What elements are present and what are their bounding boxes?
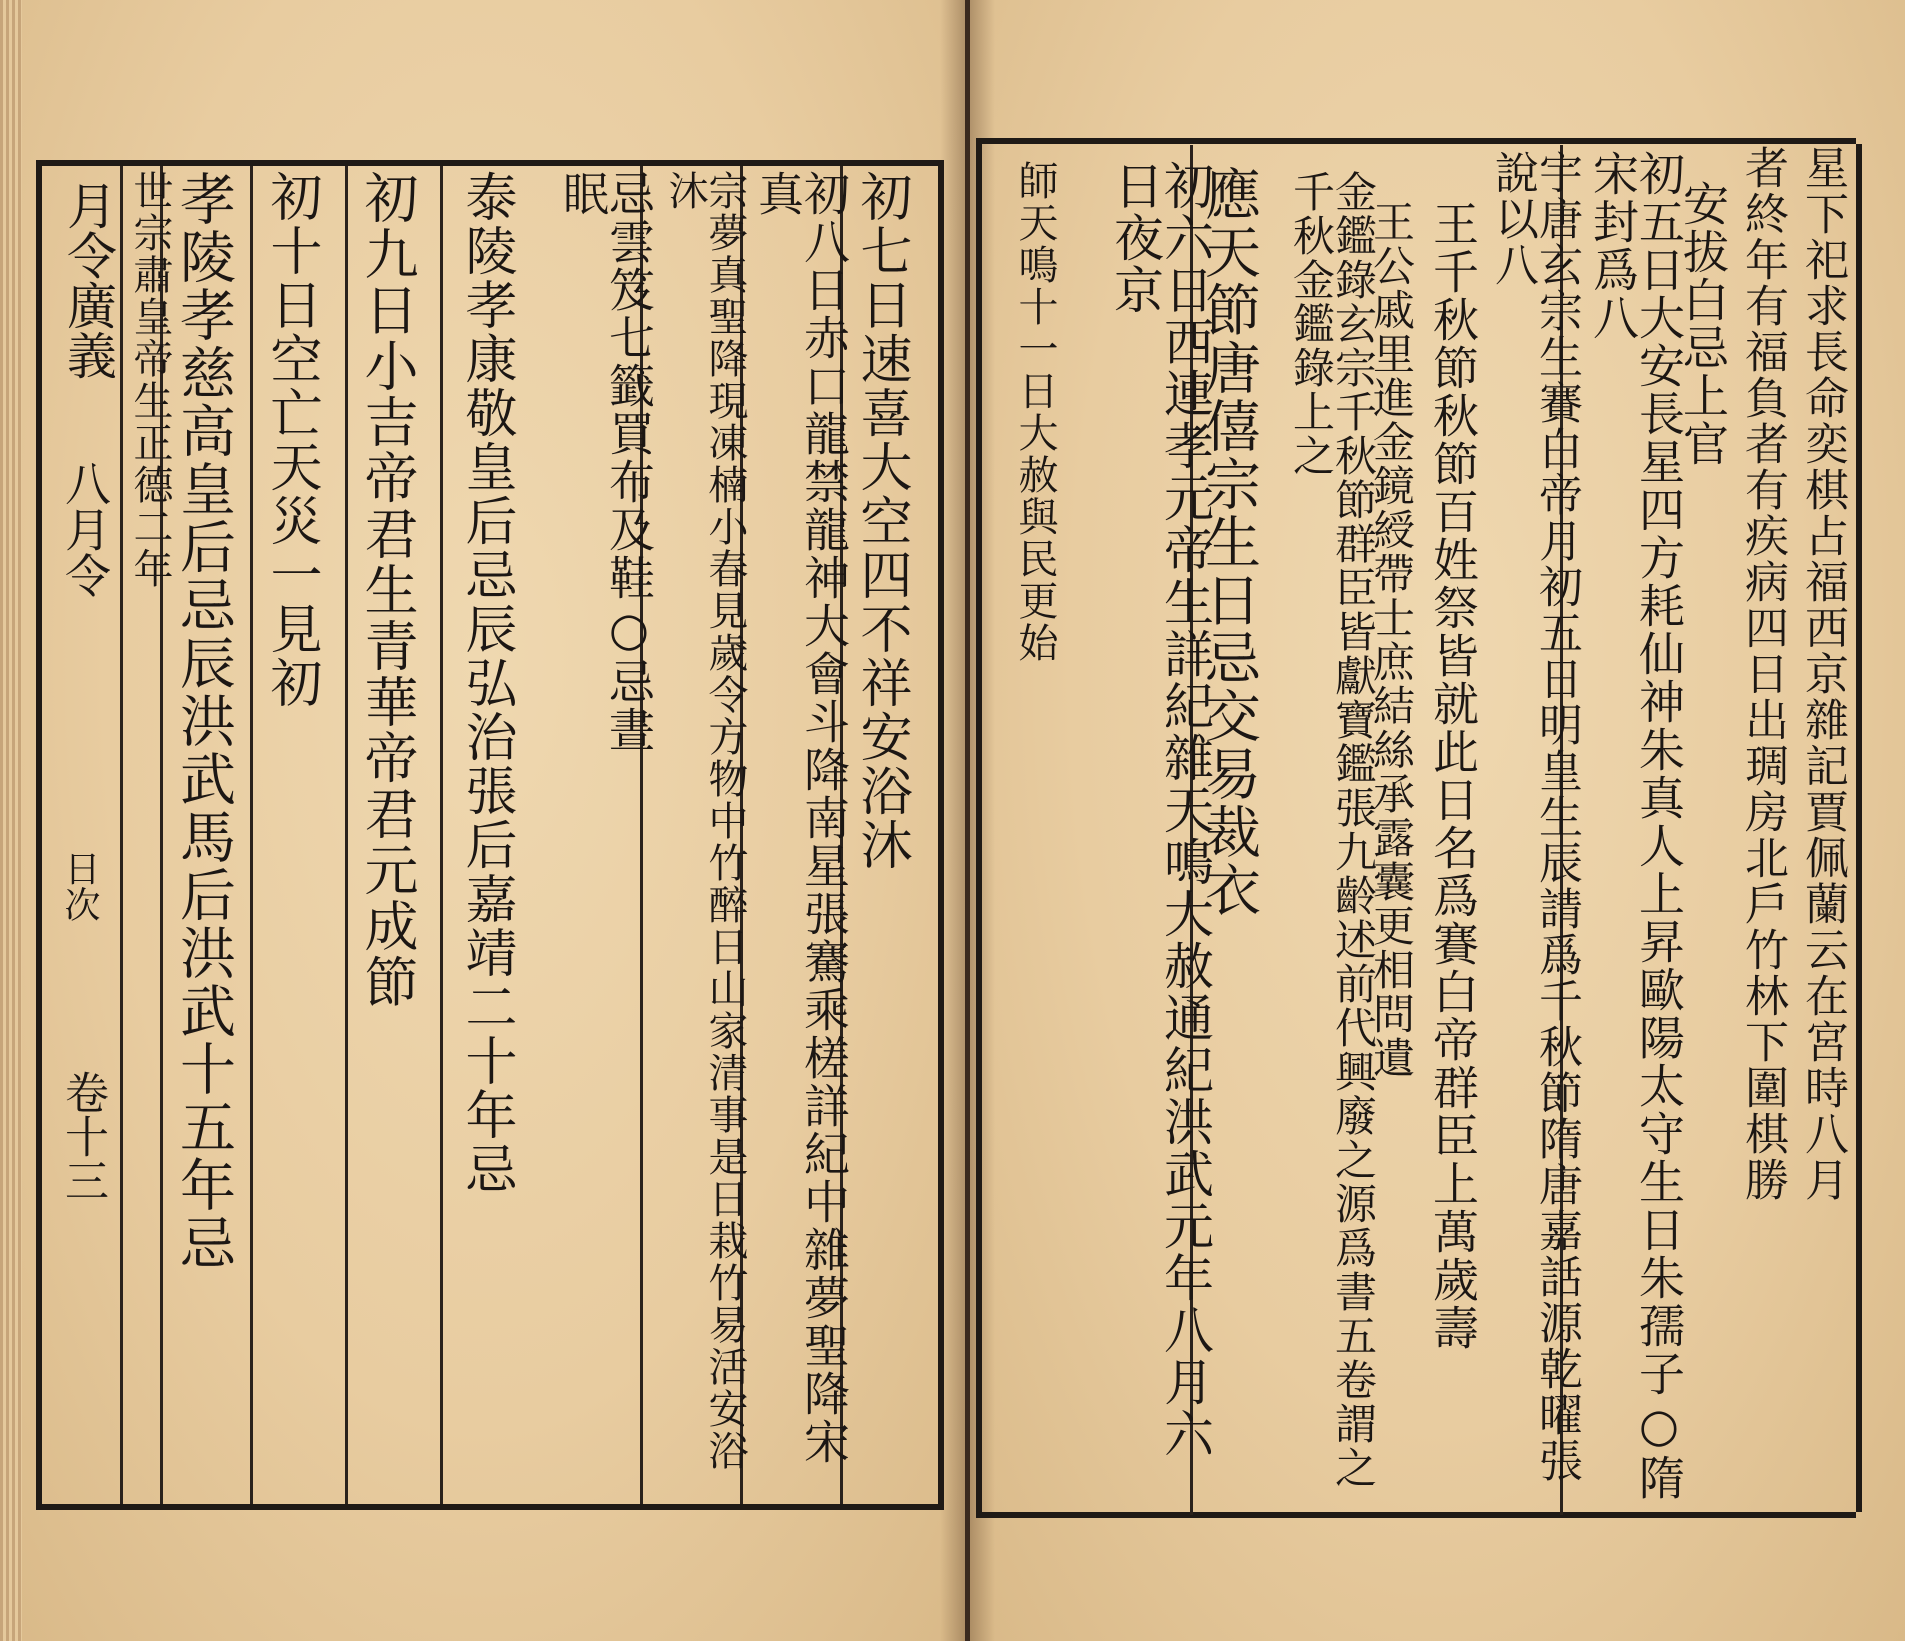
left-column-7: 初十日空亡天災一見初 (261, 170, 321, 710)
left-column-5: 泰陵孝康敬皇后忌辰弘治張后嘉靖二十年忌 (456, 170, 516, 1196)
left-column-6: 初九日小吉帝君生青華帝君元成節 (356, 170, 419, 1010)
left-margin-section: 日次 (59, 850, 100, 922)
left-column-4: 忌雲笈七籤買布及鞋○忌晝眠 (556, 170, 656, 754)
column-rule (250, 166, 253, 1504)
left-margin-juan: 卷十三 (57, 1070, 108, 1202)
left-column-8: 孝陵孝慈高皇后忌辰洪武馬后洪武十五年忌 (171, 170, 236, 1272)
left-margin-title: 月令廣義 (59, 180, 117, 380)
right-column-6: 王千秋節秋節百姓祭皆就此日名爲賽白帝群臣上萬歲壽 (1426, 200, 1480, 1352)
left-margin-month: 八月令 (58, 460, 112, 598)
left-column-1: 初七日速喜大空四不祥安浴沐 (851, 170, 911, 872)
left-column-9: 世宗肅皇帝生正德二年 (127, 170, 173, 590)
right-column-2: 者終年有福負者有疾病四日出琱房北戶竹林下圍棋勝 (1737, 145, 1788, 1203)
right-column-5: 宇唐玄宗生賽白帝月初五日明皇生辰請爲千秋節隋唐嘉話源乾曜張說以八 (1487, 150, 1582, 1484)
left-column-3: 宗夢真聖降現凍楠小春見歲令方物中竹醉日山家清事是日栽竹易活安浴沐 (662, 170, 748, 1472)
right-column-11: 師天鳴十一日大赦與民更始 (1012, 160, 1058, 664)
column-rule (440, 166, 443, 1504)
page-edges (0, 0, 22, 1641)
right-column-7: 王公戚里進金鏡綬帶士庶結絲承露囊更相問遺 (1367, 200, 1416, 1080)
right-column-1: 星下祀求長命奕棋占福西京雜記賈佩蘭云在宮時八月 (1797, 145, 1848, 1203)
right-column-3: 安拔白忌上官 (1676, 180, 1730, 468)
right-column-4: 初五日大安長星四方耗仙神朱真人上昇歐陽太守生日朱孺子○隋宋封爲八 (1586, 150, 1686, 1502)
right-column-9: 應天節唐僖宗生日忌交易裁衣 (1196, 165, 1261, 919)
left-margin-rule (120, 166, 123, 1504)
right-column-10: 初六日西連孝元帝生詳紀雜天鳴大赦通紀洪武元年八月六日夜京 (1106, 160, 1214, 1460)
right-column-8: 金鑑錄玄宗千秋節群臣皆獻寶鑑張九齡述前代興廢之源爲書五卷謂之千秋金鑑錄上之 (1287, 170, 1378, 1490)
left-column-2: 初八日赤口龍禁龍神大會斗降南星張騫乘槎詳紀中雜夢聖降宋真 (751, 170, 851, 1466)
column-rule (345, 166, 348, 1504)
